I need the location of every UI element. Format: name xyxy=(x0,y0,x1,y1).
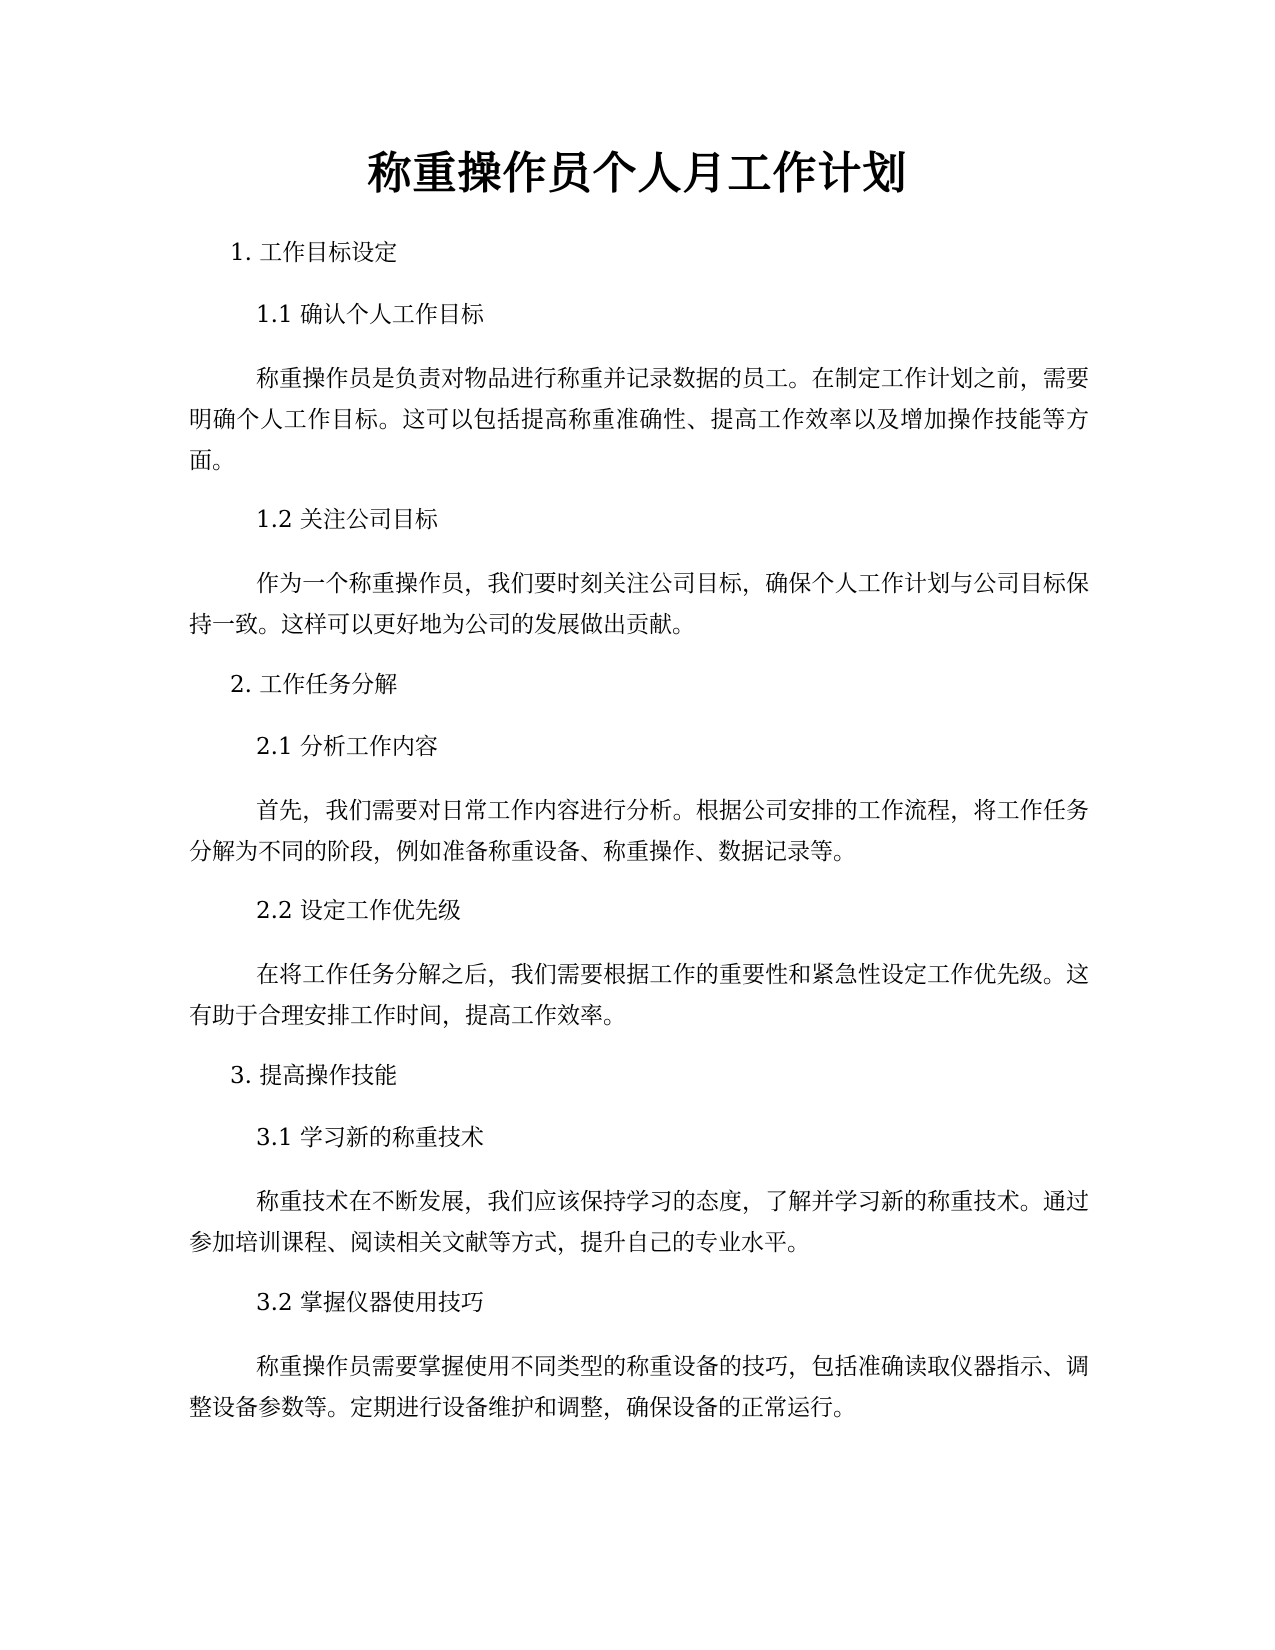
subsection-heading-2-2: 2.2 设定工作优先级 xyxy=(256,898,461,924)
paragraph-2-2: 在将工作任务分解之后，我们需要根据工作的重要性和紧急性设定工作优先级。这有助于合理安排工作时间，提高工作效率。 xyxy=(189,962,1089,1029)
paragraph-1-2: 作为一个称重操作员，我们要时刻关注公司目标，确保个人工作计划与公司目标保持一致。这样可以更好地为公司的发展做出贡献。 xyxy=(189,571,1089,638)
section-heading-1: 1. 工作目标设定 xyxy=(230,240,398,266)
subsection-heading-3-1: 3.1 学习新的称重技术 xyxy=(256,1125,484,1151)
subsection-heading-1-2: 1.2 关注公司目标 xyxy=(256,507,438,533)
paragraph-2-1: 首先，我们需要对日常工作内容进行分析。根据公司安排的工作流程，将工作任务分解为不同的阶段，例如准备称重设备、称重操作、数据记录等。 xyxy=(189,798,1089,865)
paragraph-3-2: 称重操作员需要掌握使用不同类型的称重设备的技巧，包括准确读取仪器指示、调整设备参数等。定期进行设备维护和调整，确保设备的正常运行。 xyxy=(189,1354,1089,1421)
section-heading-3: 3. 提高操作技能 xyxy=(230,1063,398,1089)
paragraph-3-1: 称重技术在不断发展，我们应该保持学习的态度，了解并学习新的称重技术。通过参加培训课程、阅读相关文献等方式，提升自己的专业水平。 xyxy=(189,1189,1089,1256)
page-title: 称重操作员个人月工作计划 xyxy=(367,148,908,199)
subsection-heading-2-1: 2.1 分析工作内容 xyxy=(256,734,438,760)
paragraph-1-1: 称重操作员是负责对物品进行称重并记录数据的员工。在制定工作计划之前，需要明确个人工作目标。这可以包括提高称重准确性、提高工作效率以及增加操作技能等方面。 xyxy=(189,366,1089,474)
subsection-heading-1-1: 1.1 确认个人工作目标 xyxy=(256,302,484,328)
section-heading-2: 2. 工作任务分解 xyxy=(230,672,398,698)
subsection-heading-3-2: 3.2 掌握仪器使用技巧 xyxy=(256,1290,484,1316)
